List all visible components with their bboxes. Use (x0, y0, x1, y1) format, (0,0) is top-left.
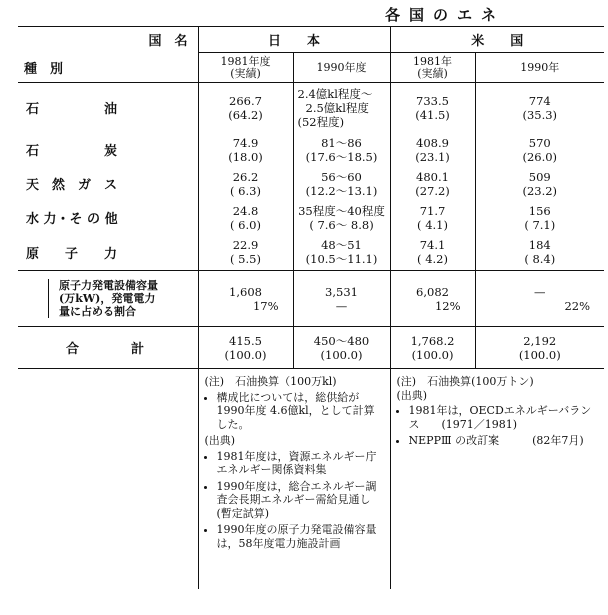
header-row-years (18, 53, 604, 83)
usa-note: (注) 石油換算(100万トン) (396, 375, 534, 388)
cell: 509 (23.2) (475, 167, 604, 201)
cell: 71.7 ( 4.1) (390, 201, 475, 235)
cell: 408.9 (23.1) (390, 133, 475, 167)
cell: 6,082 12% (390, 271, 475, 327)
japan-source-label: (出典) (204, 434, 236, 447)
cell: 570 (26.0) (475, 133, 604, 167)
cell: 24.8 ( 6.0) (198, 201, 293, 235)
row-label-gas: 天 然 ガ ス (26, 178, 118, 193)
japan-source-item: • 1990年度の原子力発電設備容量は，58年度電力施設計画 (217, 523, 386, 550)
total-label: 合 計 (18, 327, 198, 369)
cell: 3,531 — (293, 271, 390, 327)
table-row (18, 235, 604, 271)
total-row (18, 327, 604, 369)
row-label-coal: 石 炭 (26, 144, 118, 159)
us-1981-header: 1981年 (実績) (390, 53, 475, 83)
row-label-nuclear: 原 子 力 (18, 235, 198, 271)
jp-1990-header: 1990年度 (293, 53, 390, 83)
cell: 26.2 ( 6.3) (198, 167, 293, 201)
cell: 74.9 (18.0) (198, 133, 293, 167)
japan-note: (注) 石油換算（100万kl) (204, 375, 337, 388)
cell: 22.9 ( 5.5) (198, 235, 293, 271)
cell: 2,192 (100.0) (475, 327, 604, 369)
table-row (18, 167, 604, 201)
cell: 74.1 ( 4.2) (390, 235, 475, 271)
cell: 733.5 (41.5) (390, 83, 475, 133)
cell: 184 ( 8.4) (475, 235, 604, 271)
row-label-hydro: 水 力・そ の 他 (26, 212, 118, 227)
notes-usa (390, 369, 604, 589)
energy-table (18, 26, 604, 589)
table-row (18, 133, 604, 167)
cell: 415.5 (100.0) (198, 327, 293, 369)
cell: 81～86 (17.6～18.5) (293, 133, 390, 167)
japan-ratio-note: • 構成比については，総供給が1990年度 4.6億kl，として計算した。 (217, 391, 386, 432)
header-row-country (18, 27, 604, 53)
cell: 2.4億kl程度～ 2.5億kl程度 (52程度) (293, 83, 390, 133)
usa-source-label: (出典) (396, 388, 428, 402)
us-1990-header: 1990年 (475, 53, 604, 83)
japan-source-item: • 1981年度は，資源エネルギー庁エネルギー関係資料集 (217, 450, 386, 477)
cell: 450～480 (100.0) (293, 327, 390, 369)
country-label: 国 名 (18, 27, 198, 53)
cell: 1,768.2 (100.0) (390, 327, 475, 369)
cell: 35程度～40程度 ( 7.6～ 8.8) (293, 201, 390, 235)
cell: — 22% (475, 271, 604, 327)
nuclear-capacity-row (18, 271, 604, 327)
cell: 1,608 17% (198, 271, 293, 327)
usa-source-item: • NEPPⅢ の改訂案 (82年7月) (409, 434, 601, 448)
cell: 56～60 (12.2～13.1) (293, 167, 390, 201)
cell: 48～51 (10.5～11.1) (293, 235, 390, 271)
type-label: 種 別 (18, 53, 198, 83)
cell: 774 (35.3) (475, 83, 604, 133)
jp-1981-header: 1981年度 (実績) (198, 53, 293, 83)
page-title: 各国のエネ (385, 6, 506, 24)
usa-header: 米 国 (390, 27, 604, 53)
cell: 266.7 (64.2) (198, 83, 293, 133)
table-row (18, 201, 604, 235)
cell: 480.1 (27.2) (390, 167, 475, 201)
notes-row (18, 369, 604, 589)
row-label-oil: 石 油 (26, 102, 118, 118)
notes-spacer (18, 369, 198, 589)
cell: 156 ( 7.1) (475, 201, 604, 235)
usa-source-item: • 1981年は，OECDエネルギーバランス (1971／1981) (409, 404, 601, 431)
japan-source-item: • 1990年度は，総合エネルギー調査会長期エネルギー需給見通し(暫定試算) (217, 480, 386, 521)
japan-header: 日 本 (198, 27, 390, 53)
table-row (18, 83, 604, 133)
notes-japan (198, 369, 390, 589)
nuclear-capacity-label: 原子力発電設備容量 (万kW)，発電電力 量に占める割合 (18, 271, 198, 327)
